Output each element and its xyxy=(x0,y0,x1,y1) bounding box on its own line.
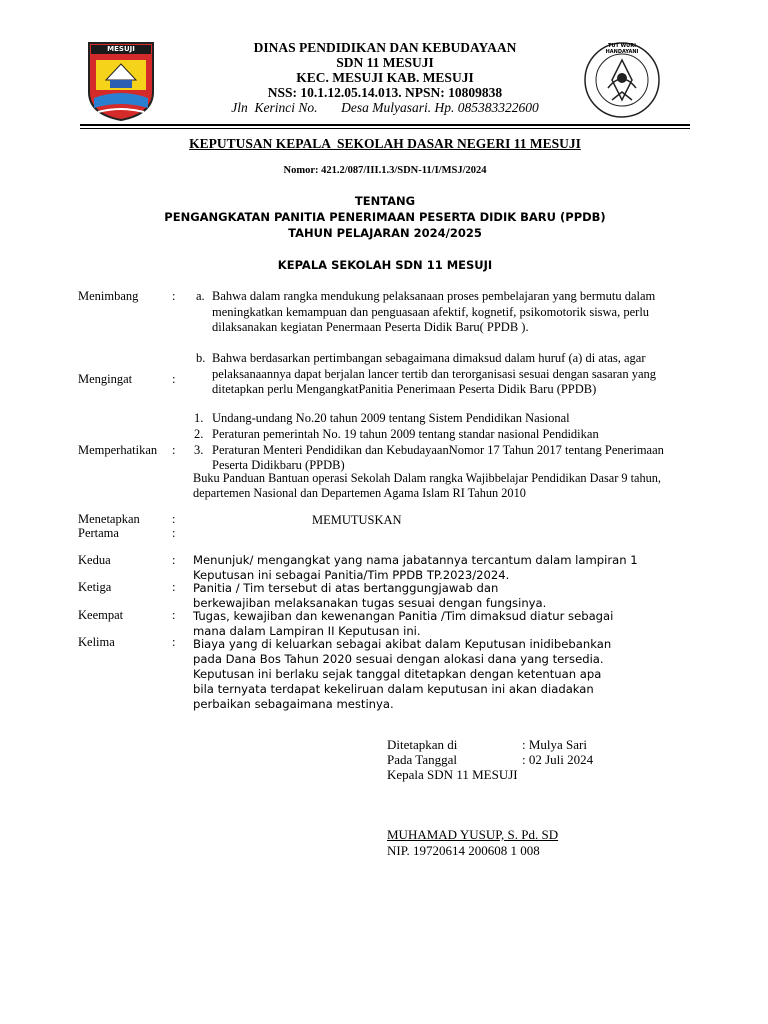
signature-position: Kepala SDN 11 MESUJI xyxy=(387,767,518,782)
mengingat-2-marker: 2. xyxy=(194,427,204,441)
header-address: Jln Kerinci No. Desa Mulyasari. Hp. 085383322600 xyxy=(231,100,539,115)
colon-pertama: : xyxy=(172,526,176,540)
signature-tanggal-value: : 02 Juli 2024 xyxy=(522,752,594,767)
label-menetapkan: Menetapkan xyxy=(78,512,140,526)
colon-ketiga: : xyxy=(172,580,176,594)
header-line-4: NSS: 10.1.12.05.14.013. NPSN: 10809838 xyxy=(267,85,503,100)
kelima-text-1: Biaya yang di keluarkan sebagai akibat dalam Keputusan inidibebankan pada Dana Bos Tahun 2020 sesuai dengan alokasi dana yang tersedia. xyxy=(193,637,612,666)
mengingat-1-text: Undang-undang No.20 tahun 2009 tentang Sistem Pendidikan Nasional xyxy=(212,411,570,425)
menimbang-b-marker: b. xyxy=(196,351,206,365)
header-line-3: KEC. MESUJI KAB. MESUJI xyxy=(296,70,474,85)
memperhatikan-text: Buku Panduan Bantuan operasi Sekolah Dalam rangka Wajibbelajar Pendidikan Dasar 9 tahun, departemen Nasional dan Departemen Agama Islam RI Tahun 2010 xyxy=(193,471,661,500)
label-memperhatikan: Memperhatikan xyxy=(78,443,158,457)
header-line-1: DINAS PENDIDIKAN DAN KEBUDAYAAN xyxy=(253,40,517,55)
mengingat-3-text: Peraturan Menteri Pendidikan dan KebudayaanNomor 17 Tahun 2017 tentang Penerimaan Peserta Didikbaru (PPDB) xyxy=(212,443,664,472)
signature-ditetapkan-label: Ditetapkan di xyxy=(387,737,458,752)
colon-kedua: : xyxy=(172,553,176,567)
menimbang-a-text: Bahwa dalam rangka mendukung pelaksanaan proses pembelajaran yang bermutu dalam meningkatkan kemampuan dan penguasaan afektif, kognetif, psikomotorik siswa, perlu dilaksanakan kegiatan Penermaan Peserta Didik Baru( PPDB ). xyxy=(212,289,656,334)
colon-mengingat: : xyxy=(172,372,176,386)
decree-title: KEPUTUSAN KEPALA SEKOLAH DASAR NEGERI 11 MESUJI xyxy=(189,136,581,151)
header-divider-thin xyxy=(80,128,690,129)
mesuji-logo-text: MESUJI xyxy=(107,45,135,53)
label-mengingat: Mengingat xyxy=(78,372,133,386)
colon-memperhatikan: : xyxy=(172,443,176,457)
mengingat-3-marker: 3. xyxy=(194,443,204,457)
label-pertama: Pertama xyxy=(78,526,119,540)
colon-keempat: : xyxy=(172,608,176,622)
signature-name: MUHAMAD YUSUP, S. Pd. SD xyxy=(387,827,559,842)
kepala-heading: KEPALA SEKOLAH SDN 11 MESUJI xyxy=(277,258,493,272)
header-divider-thick xyxy=(80,124,690,126)
ketiga-text: Panitia / Tim tersebut di atas bertanggungjawab dan berkewajiban melaksanakan tugas sesuai dengan fungsinya. xyxy=(193,581,547,610)
kedua-text: Menunjuk/ mengangkat yang nama jabatannya tercantum dalam lampiran 1 Keputusan ini sebagai Panitia/Tim PPDB TP.2023/2024. xyxy=(193,553,638,582)
label-keempat: Keempat xyxy=(78,608,124,622)
label-ketiga: Ketiga xyxy=(78,580,112,594)
signature-ditetapkan-value: : Mulya Sari xyxy=(522,737,587,752)
tentang-label: TENTANG xyxy=(354,194,416,208)
label-menimbang: Menimbang xyxy=(78,289,139,303)
kelima-text-2: Keputusan ini berlaku sejak tanggal ditetapkan dengan ketentuan apa bila ternyata terdapat kekeliruan dalam keputusan ini akan diadakan perbaikan sebagaimana mestinya. xyxy=(193,667,602,711)
tentang-line-1: PENGANGKATAN PANITIA PENERIMAAN PESERTA DIDIK BARU (PPDB) xyxy=(164,210,606,224)
colon-kelima: : xyxy=(172,635,176,649)
mengingat-2-text: Peraturan pemerintah No. 19 tahun 2009 tentang standar nasional Pendidikan xyxy=(212,427,599,441)
tentang-line-2: TAHUN PELAJARAN 2024/2025 xyxy=(288,226,482,240)
label-kelima: Kelima xyxy=(78,635,115,649)
tut-wuri-text: TUT WURI HANDAYANI xyxy=(605,43,639,55)
mengingat-1-marker: 1. xyxy=(194,411,204,425)
colon-menetapkan: : xyxy=(172,512,176,526)
colon-menimbang: : xyxy=(172,289,176,303)
keempat-text: Tugas, kewajiban dan kewenangan Panitia /Tim dimaksud diatur sebagai mana dalam Lampiran II Keputusan ini. xyxy=(193,609,614,638)
header-line-2: SDN 11 MESUJI xyxy=(336,55,434,70)
decree-number: Nomor: 421.2/087/III.1.3/SDN-11/I/MSJ/2024 xyxy=(283,165,487,176)
label-kedua: Kedua xyxy=(78,553,111,567)
menimbang-b-text: Bahwa berdasarkan pertimbangan sebagaimana dimaksud dalam huruf (a) di atas, agar pelaksanaannya dapat berjalan lancer tertib dan terorganisasi sesuai dengan sasaran yang ditetapkan perlu MengangkatPanitia Penerimaan Peserta Didik Baru (PPDB) xyxy=(212,351,657,396)
menimbang-a-marker: a. xyxy=(196,289,205,303)
signature-nip: NIP. 19720614 200608 1 008 xyxy=(387,843,540,858)
signature-tanggal-label: Pada Tanggal xyxy=(387,752,457,767)
memutuskan-heading: MEMUTUSKAN xyxy=(312,513,402,527)
